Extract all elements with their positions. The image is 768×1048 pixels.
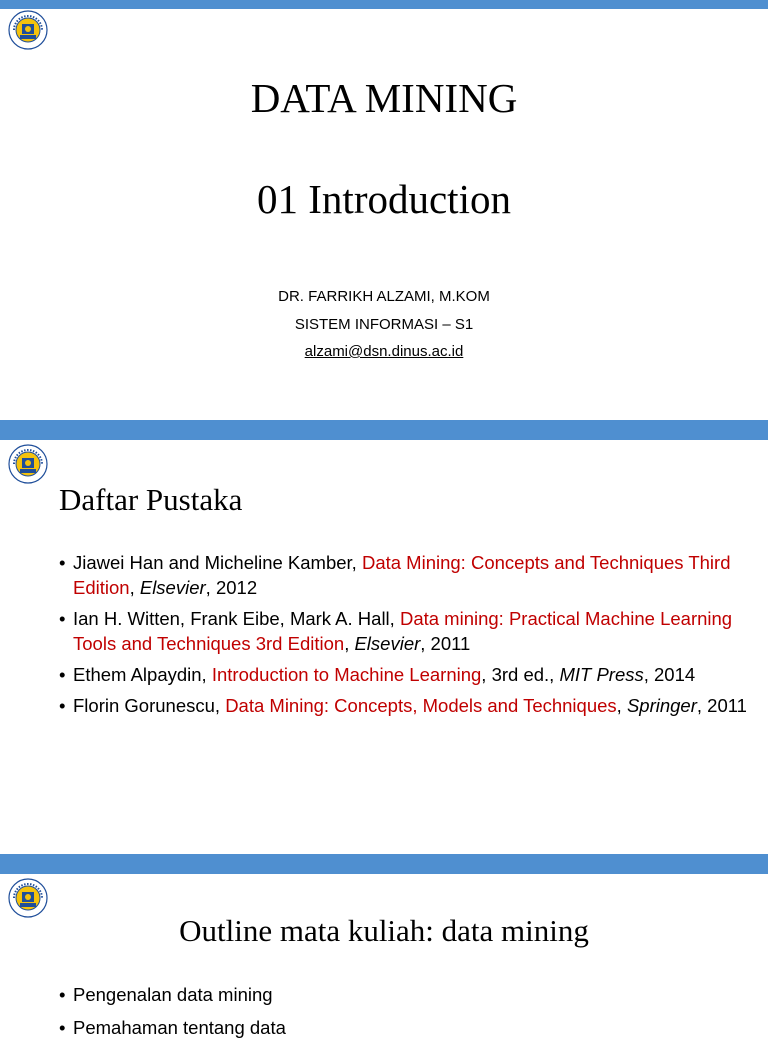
slide-top-band [0,854,768,874]
references-list [59,550,749,724]
email-text[interactable]: alzami@dsn.dinus.ac.id [304,343,464,360]
author-name: DR. FARRIKH ALZAMI, M.KOM [278,288,490,305]
udinus-logo-icon [8,10,48,50]
outline-list [59,982,749,1048]
reference-item: • Ethem Alpaydin, Introduction to Machine Learning, 3rd ed., MIT Press, 2014 [59,664,696,685]
references-heading: Daftar Pustaka [59,482,243,517]
slide-top-band [0,0,768,9]
bullet-icon: • [59,664,66,685]
bullet-icon: • [59,1017,66,1038]
bullet-icon: • [59,695,66,716]
slide-title-heading: DATA MINING [250,75,518,121]
reference-item: • Florin Gorunescu, Data Mining: Concepts, Models and Techniques, Springer, 2011 [59,695,747,716]
slide-outline [0,854,768,1038]
slide-references [0,420,768,854]
slide-title [0,0,768,420]
outline-heading: Outline mata kuliah: data mining [179,913,589,948]
bullet-icon: • [59,552,66,573]
bullet-icon: • [59,984,66,1005]
outline-item: • Pemahaman tentang data [59,1017,286,1038]
reference-item: • Jiawei Han and Micheline Kamber, Data Mining: Concepts and Techniques Third Edition, Elsevier, 2012 [59,552,731,598]
department-name: SISTEM INFORMASI – S1 [294,316,474,333]
udinus-logo-icon [8,444,48,484]
reference-item: • Ian H. Witten, Frank Eibe, Mark A. Hall, Data mining: Practical Machine Learning Tools and Techniques 3rd Edition, Elsevier, 2011 [59,608,733,654]
slide-top-band [0,420,768,440]
author-email-link[interactable] [0,342,768,362]
slide-subtitle-heading: 01 Introduction [257,176,511,222]
outline-item: • Pengenalan data mining [59,984,273,1005]
bullet-icon: • [59,608,66,629]
